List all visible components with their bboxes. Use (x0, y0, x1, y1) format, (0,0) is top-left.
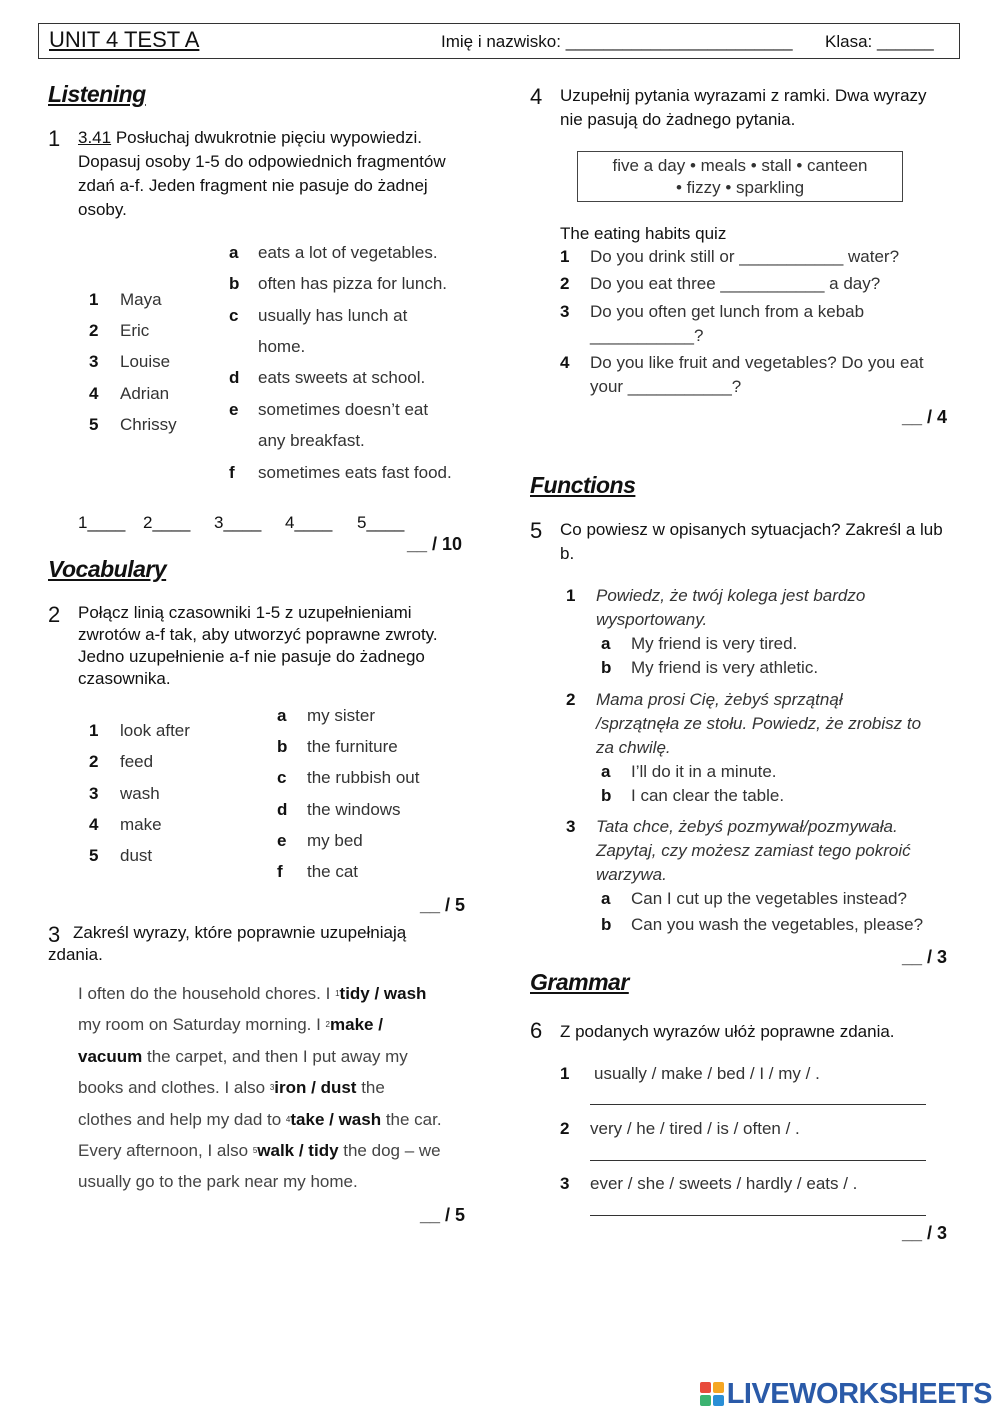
q2-complement-letter: d (277, 800, 288, 819)
q6-item-num: 2 (560, 1119, 570, 1138)
q3-text: the dog – we (338, 1141, 441, 1161)
q3-line (78, 1041, 478, 1072)
q5-item-num: 1 (566, 586, 576, 605)
q1-option-letter: e (229, 400, 239, 419)
q2-complement-text[interactable]: the windows (307, 800, 401, 819)
q5-prompt: /sprzątnęła ze stołu. Powiedz, że zrobisz to (596, 714, 922, 733)
q6-score: __ / 3 (902, 1223, 948, 1243)
q3-line (78, 1135, 478, 1166)
q1-option-letter: d (229, 368, 240, 387)
q2-score: __ / 5 (420, 895, 466, 915)
q2-verb-text[interactable]: look after (120, 721, 190, 740)
q3-line (78, 1166, 478, 1197)
q3-choice[interactable]: tidy / wash (339, 984, 427, 1003)
q1-person-num: 5 (89, 415, 99, 434)
q3-choice[interactable]: walk / tidy (257, 1141, 339, 1161)
q4-item-num: 1 (560, 247, 570, 266)
q3-text: clothes and help my dad to (78, 1109, 286, 1129)
q2-verb-num: 3 (89, 784, 99, 803)
q2-instruction: Połącz linią czasowniki 1-5 z uzupełnieniami zwrotów a-f tak, aby utworzyć poprawne zwroty. Jedno uzupełnienie a-f nie pasuje do żadnego czasownika. (78, 603, 438, 688)
q3-choice[interactable]: vacuum (78, 1046, 143, 1066)
q4-item-num: 4 (560, 353, 570, 372)
q5-option-b[interactable]: Can you wash the vegetables, please? (631, 915, 924, 934)
q2-complement-text[interactable]: the rubbish out (307, 768, 420, 787)
test-title: UNIT 4 TEST A (49, 27, 200, 52)
q1-option-text: eats sweets at school. (258, 368, 426, 387)
q5-prompt: Tata chce, żebyś pozmywał/pozmywała. (596, 817, 898, 836)
class-field-label[interactable]: Klasa: ______ (825, 32, 934, 51)
q2-complement-text[interactable]: the furniture (307, 737, 398, 756)
liveworksheets-logo-icon (700, 1382, 724, 1406)
header-box (38, 23, 960, 59)
q4-number: 4 (530, 84, 543, 109)
q6-item-num: 3 (560, 1174, 570, 1193)
q4-item-text[interactable]: Do you drink still or ___________ water? (590, 247, 900, 266)
q2-verb-text[interactable]: feed (120, 752, 154, 771)
q3-gap-number: 5 (252, 1146, 258, 1156)
q1-person-name: Louise (120, 352, 171, 371)
q3-score: __ / 5 (420, 1205, 466, 1225)
q3-text: Every afternoon, I also (78, 1141, 253, 1161)
q3-gap-number: 1 (335, 989, 340, 998)
q1-person-num: 2 (89, 321, 99, 340)
q5-option-letter: b (601, 786, 612, 805)
q3-line (78, 978, 478, 1009)
q1-score: __ / 10 (407, 534, 463, 554)
q5-prompt: Mama prosi Cię, żebyś sprzątnął (596, 690, 843, 709)
q4-item-text[interactable]: ___________? (590, 326, 704, 345)
word-box-line: • fizzy • sparkling (675, 178, 805, 197)
q3-gap-number: 3 (269, 1083, 275, 1093)
functions-heading: Functions (530, 472, 636, 498)
q3-text: the carpet, and then I put away my (142, 1046, 408, 1066)
q1-person-name: Adrian (120, 384, 170, 403)
q1-answer-blank[interactable]: 3____ (214, 513, 262, 532)
q1-person-num: 1 (89, 290, 99, 309)
q2-complement-letter: e (277, 831, 287, 850)
q4-item-text[interactable]: your ___________? (590, 377, 742, 396)
q6-item-text: very / he / tired / is / often / . (590, 1119, 800, 1138)
q5-option-a[interactable]: Can I cut up the vegetables instead? (631, 889, 907, 908)
q6-answer-line[interactable] (590, 1160, 926, 1161)
q1-instruction-text: Posłuchaj dwukrotnie pięciu wypowiedzi. Dopasuj osoby 1-5 do odpowiednich fragmentów zdań a-f. Jeden fragment nie pasuje do żadnej osoby. (78, 128, 446, 219)
q3-number: 3 (48, 922, 61, 947)
q5-score: __ / 3 (902, 947, 948, 967)
q2-verb-text[interactable]: wash (120, 784, 160, 803)
q5-prompt: warzywa. (596, 865, 667, 884)
q1-option-text: any breakfast. (258, 431, 365, 450)
q1-option-text: sometimes eats fast food. (258, 463, 452, 482)
q5-instruction: Co powiesz w opisanych sytuacjach? Zakreśl a lub b. (560, 520, 943, 563)
q1-option-text: sometimes doesn’t eat (258, 400, 429, 419)
q4-score: __ / 4 (902, 407, 948, 427)
q3-gap-number: 4 (285, 1114, 291, 1124)
q6-number: 6 (530, 1018, 543, 1043)
q5-option-a[interactable]: I’ll do it in a minute. (631, 762, 777, 781)
q2-number: 2 (48, 602, 61, 627)
q1-number: 1 (48, 126, 61, 151)
q1-option-letter: c (229, 306, 239, 325)
q5-prompt: wysportowany. (596, 610, 708, 629)
q1-option-text: usually has lunch at (258, 306, 408, 325)
q5-number: 5 (530, 518, 543, 543)
q3-choice[interactable]: iron / dust (274, 1078, 357, 1098)
q4-item-text[interactable]: Do you often get lunch from a kebab (590, 302, 865, 321)
q4-item-num: 3 (560, 302, 570, 321)
name-field-label[interactable]: Imię i nazwisko: ________________________ (441, 32, 793, 51)
q1-option-text: eats a lot of vegetables. (258, 243, 438, 262)
q3-instruction: Zakreśl wyrazy, które poprawnie uzupełniają zdania. (48, 923, 407, 964)
q1-track: 3.41 (78, 128, 112, 147)
q5-option-letter: a (601, 889, 611, 908)
q3-text: my room on Saturday morning. I (78, 1015, 326, 1035)
q2-complement-text[interactable]: my bed (307, 831, 363, 850)
quiz-title: The eating habits quiz (560, 224, 727, 243)
q1-option-letter: a (229, 243, 239, 262)
q6-answer-line[interactable] (590, 1215, 926, 1216)
q6-item-text: ever / she / sweets / hardly / eats / . (590, 1174, 858, 1193)
q3-choice[interactable]: make / (330, 1015, 383, 1035)
q2-verb-num: 2 (89, 752, 99, 771)
q3-text: I often do the household chores. I (78, 984, 336, 1003)
q5-prompt: Zapytaj, czy możesz zamiast tego pokroić (596, 841, 911, 860)
q1-person-name: Chrissy (120, 415, 177, 434)
q1-person-name: Eric (120, 321, 150, 340)
q2-complement-text[interactable]: the cat (307, 862, 359, 881)
q5-item-num: 3 (566, 817, 576, 836)
q1-option-text: often has pizza for lunch. (258, 274, 448, 293)
q2-complement-letter: f (277, 862, 283, 881)
q6-item-text: usually / make / bed / I / my / . (594, 1064, 820, 1083)
q5-item-num: 2 (566, 690, 576, 709)
q1-option-text: home. (258, 337, 306, 356)
q2-complement-letter: c (277, 768, 287, 787)
q3-line (78, 1104, 478, 1135)
q3-text: books and clothes. I also (78, 1078, 270, 1098)
q1-instruction (78, 126, 468, 222)
q5-prompt: Powiedz, że twój kolega jest bardzo (596, 586, 866, 605)
q2-complement-text[interactable]: my sister (307, 706, 375, 725)
q5-prompt: za chwilę. (596, 738, 671, 757)
q5-option-b[interactable]: I can clear the table. (631, 786, 785, 805)
q6-instruction: Z podanych wyrazów ułóż poprawne zdania. (560, 1022, 895, 1041)
q1-answer-blank[interactable]: 5____ (357, 513, 405, 532)
q1-person-num: 3 (89, 352, 99, 371)
q1-person-name: Maya (120, 290, 162, 309)
q3-line (78, 1009, 478, 1040)
q5-option-letter: a (601, 762, 611, 781)
grammar-heading: Grammar (530, 969, 629, 995)
q1-person-num: 4 (89, 384, 99, 403)
listening-heading: Listening (48, 81, 146, 107)
liveworksheets-logo[interactable] (700, 1378, 992, 1411)
q4-item-num: 2 (560, 274, 570, 293)
q1-answer-blank[interactable]: 4____ (285, 513, 333, 532)
word-box-line: five a day • meals • stall • canteen (612, 156, 868, 175)
q4-word-box (577, 151, 903, 202)
q3-gap-number: 2 (325, 1020, 330, 1030)
q4-instruction: Uzupełnij pytania wyrazami z ramki. Dwa wyrazy nie pasują do żadnego pytania. (560, 86, 927, 129)
q6-item-num: 1 (560, 1064, 570, 1083)
q3-text: usually go to the park near my home. (78, 1172, 358, 1192)
q1-option-letter: b (229, 274, 240, 293)
q5-option-b[interactable]: My friend is very athletic. (631, 658, 819, 677)
q1-answer-blank[interactable]: 1____ (78, 513, 126, 532)
q2-verb-num: 1 (89, 721, 99, 740)
q2-verb-num: 4 (89, 815, 99, 834)
liveworksheets-logo-text: LIVEWORKSHEETS (726, 1378, 992, 1410)
q2-verb-text[interactable]: make (120, 815, 162, 834)
q2-complement-letter: b (277, 737, 288, 756)
q4-item-text[interactable]: Do you eat three ___________ a day? (590, 274, 881, 293)
q2-verb-text[interactable]: dust (120, 846, 153, 865)
q3-line (78, 1072, 478, 1103)
q1-option-letter: f (229, 463, 235, 482)
q6-answer-line[interactable] (590, 1104, 926, 1105)
q2-complement-letter: a (277, 706, 287, 725)
q5-option-letter: a (601, 634, 611, 653)
q5-option-a[interactable]: My friend is very tired. (631, 634, 798, 653)
vocabulary-heading: Vocabulary (48, 556, 167, 582)
q5-option-letter: b (601, 915, 612, 934)
q5-option-letter: b (601, 658, 612, 677)
q3-text: the (356, 1078, 385, 1098)
q1-answer-blank[interactable]: 2____ (143, 513, 191, 532)
q3-choice[interactable]: take / wash (290, 1109, 382, 1129)
q4-item-text[interactable]: Do you like fruit and vegetables? Do you eat (590, 353, 924, 372)
q2-verb-num: 5 (89, 846, 99, 865)
q3-paragraph (78, 978, 478, 1198)
q3-text: the car. (381, 1109, 442, 1129)
